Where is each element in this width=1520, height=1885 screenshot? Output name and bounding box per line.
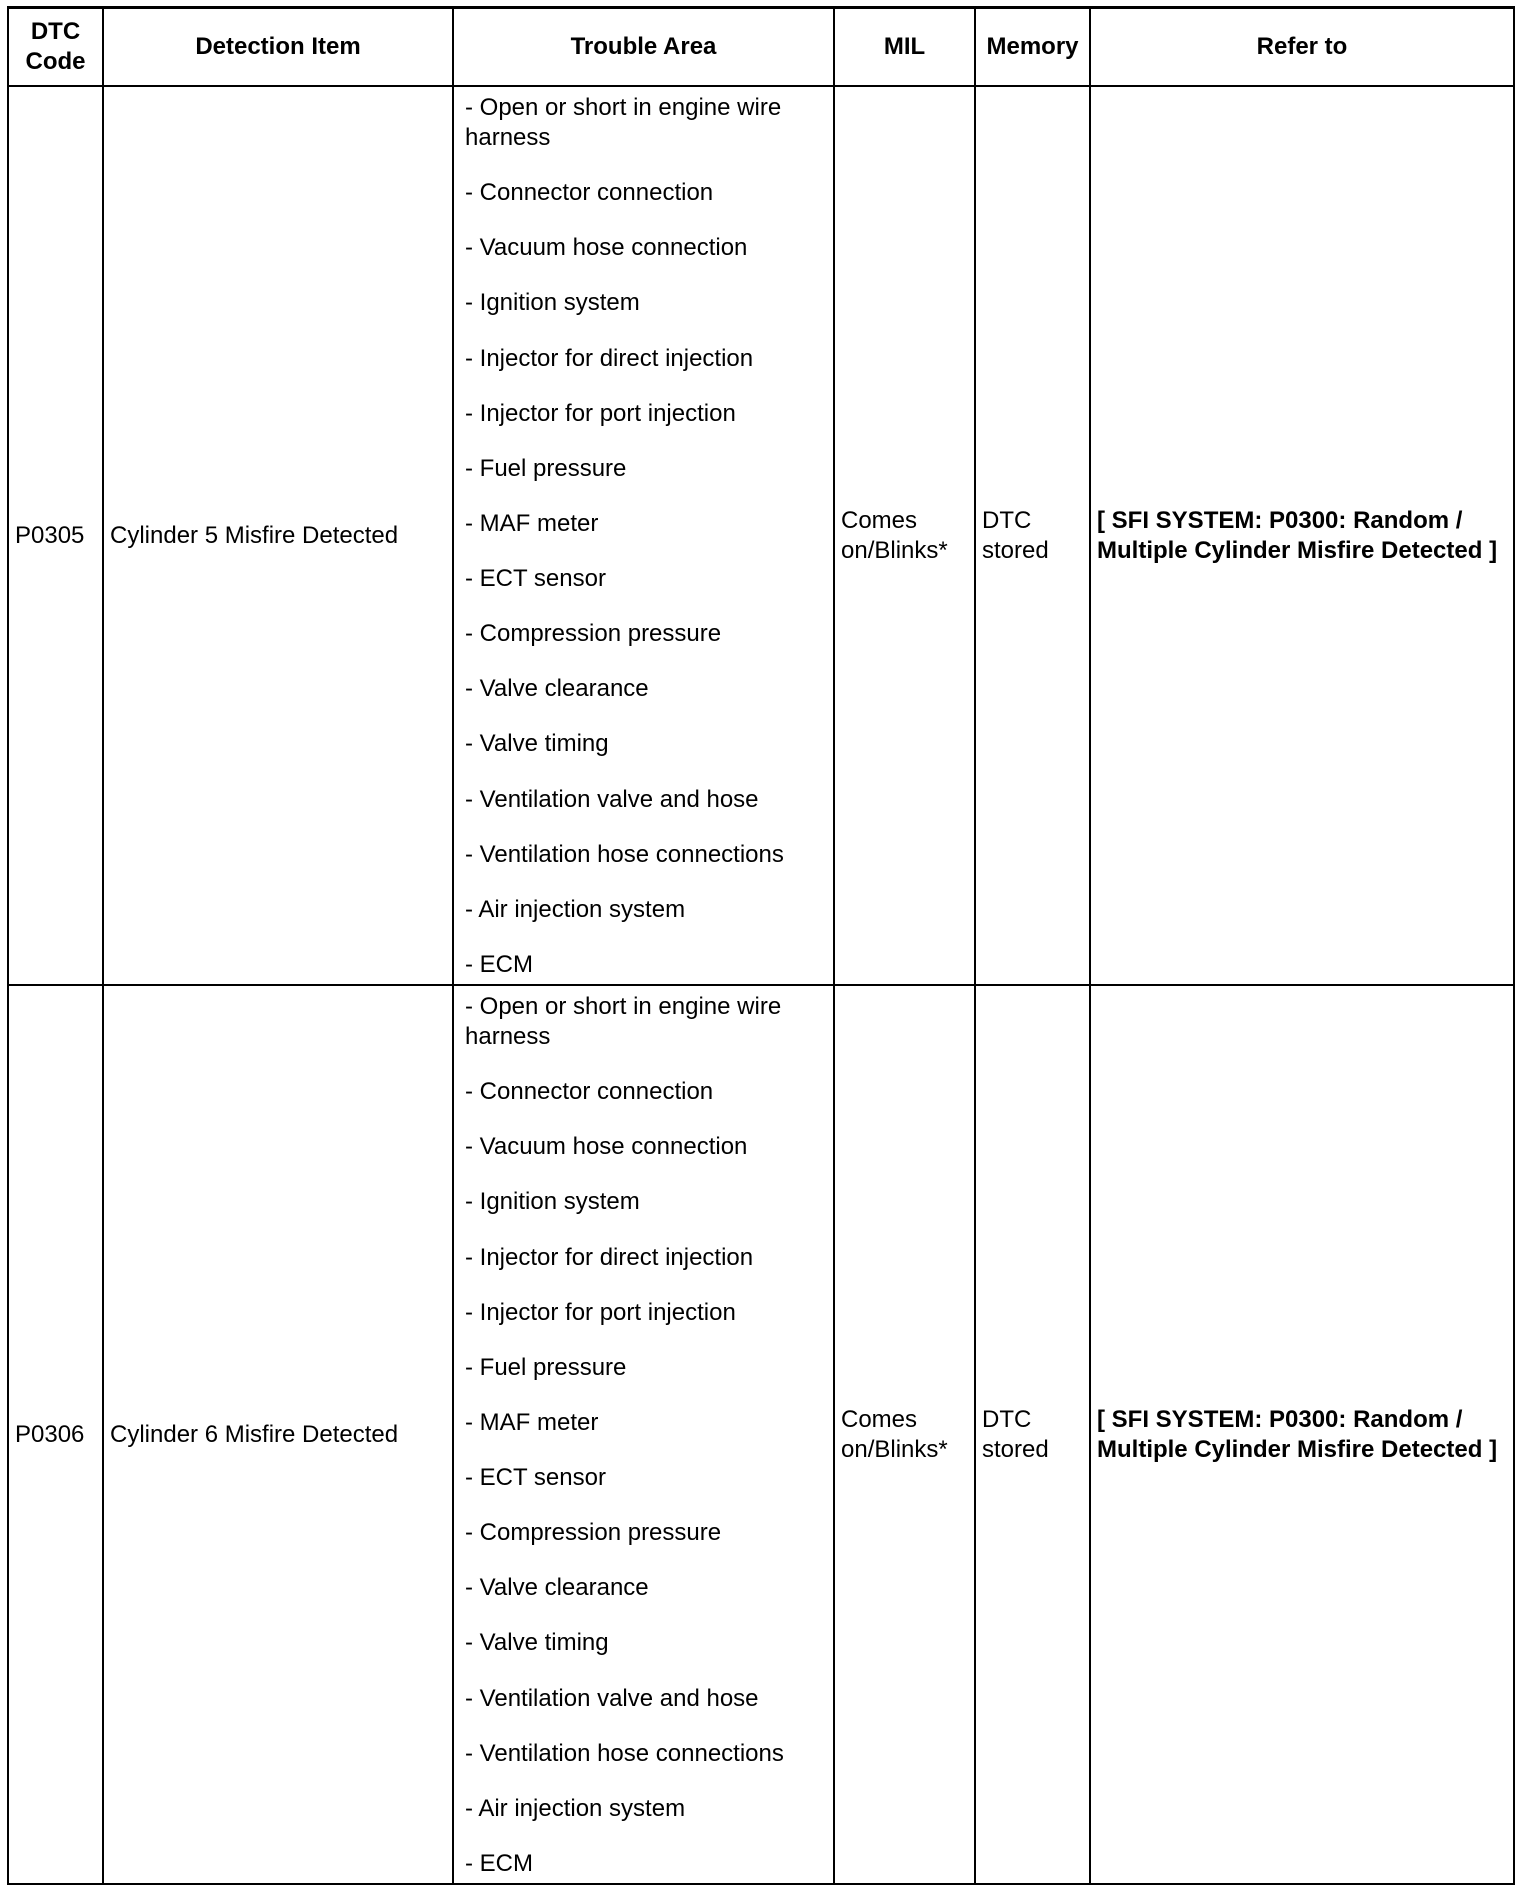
trouble-area-item: - ECT sensor bbox=[465, 1464, 606, 1491]
dtc-code-cell: P0306 bbox=[8, 985, 103, 1884]
header-detection-item: Detection Item bbox=[103, 8, 453, 87]
trouble-area-item: - Fuel pressure bbox=[465, 454, 627, 482]
trouble-area-item: - Air injection system bbox=[465, 895, 686, 923]
mil-cell: Comes on/Blinks* bbox=[834, 86, 975, 985]
trouble-area-item: - Ignition system bbox=[465, 1188, 640, 1216]
trouble-area-item: - Ventilation valve and hose bbox=[465, 785, 759, 813]
trouble-area-item: - ECM bbox=[465, 1849, 533, 1877]
trouble-area-item: - Injector for direct injection bbox=[465, 344, 754, 372]
table-header-row bbox=[8, 8, 1514, 87]
memory-cell: DTC stored bbox=[975, 985, 1090, 1884]
trouble-area-item: - Valve timing bbox=[465, 1629, 609, 1657]
trouble-area-item: - ECT sensor bbox=[465, 565, 606, 592]
detection-item-cell: Cylinder 6 Misfire Detected bbox=[103, 985, 453, 1884]
trouble-area-item: - Valve clearance bbox=[465, 675, 649, 703]
trouble-area-item: - Compression pressure bbox=[465, 1519, 722, 1547]
detection-item-cell: Cylinder 5 Misfire Detected bbox=[103, 86, 453, 985]
trouble-area-item: - Compression pressure bbox=[465, 620, 722, 648]
trouble-area-item: - MAF meter bbox=[465, 1408, 599, 1436]
trouble-area-item: - Valve timing bbox=[465, 730, 609, 758]
trouble-area-item: - MAF meter bbox=[465, 509, 599, 537]
trouble-area-item: - Fuel pressure bbox=[465, 1353, 627, 1381]
trouble-area-cell bbox=[453, 86, 834, 985]
dtc-code-cell: P0305 bbox=[8, 86, 103, 985]
trouble-area-item: - Valve clearance bbox=[465, 1574, 649, 1602]
trouble-area-item: - Injector for port injection bbox=[465, 1298, 736, 1326]
memory-cell: DTC stored bbox=[975, 86, 1090, 985]
header-mil: MIL bbox=[834, 8, 975, 87]
trouble-area-item: - ECM bbox=[465, 950, 533, 978]
table-row bbox=[8, 86, 1514, 985]
trouble-area-item: - Ignition system bbox=[465, 289, 640, 317]
trouble-area-item: - Vacuum hose connection bbox=[465, 234, 748, 262]
trouble-area-item: - Connector connection bbox=[465, 1078, 714, 1106]
trouble-area-item: - Ventilation hose connections bbox=[465, 840, 784, 868]
table-row bbox=[8, 985, 1514, 1884]
header-trouble-area: Trouble Area bbox=[453, 8, 834, 87]
trouble-area-cell bbox=[453, 985, 834, 1884]
trouble-area-item: - Open or short in engine wire harness bbox=[465, 94, 782, 151]
trouble-area-item: - Ventilation hose connections bbox=[465, 1739, 784, 1767]
trouble-area-item: - Connector connection bbox=[465, 179, 714, 207]
trouble-area-list bbox=[460, 87, 827, 984]
trouble-area-list bbox=[460, 986, 827, 1883]
mil-cell: Comes on/Blinks* bbox=[834, 985, 975, 1884]
trouble-area-item: - Ventilation valve and hose bbox=[465, 1684, 759, 1712]
header-dtc-code: DTC Code bbox=[8, 8, 103, 87]
dtc-table bbox=[7, 6, 1515, 1885]
trouble-area-item: - Air injection system bbox=[465, 1794, 686, 1822]
trouble-area-item: - Open or short in engine wire harness bbox=[465, 993, 782, 1050]
trouble-area-item: - Vacuum hose connection bbox=[465, 1133, 748, 1161]
trouble-area-item: - Injector for port injection bbox=[465, 399, 736, 427]
refer-to-link[interactable]: [ SFI SYSTEM: P0300: Random / Multiple Cylinder Misfire Detected ] bbox=[1090, 985, 1514, 1884]
trouble-area-item: - Injector for direct injection bbox=[465, 1243, 754, 1271]
refer-to-link[interactable]: [ SFI SYSTEM: P0300: Random / Multiple Cylinder Misfire Detected ] bbox=[1090, 86, 1514, 985]
header-refer-to: Refer to bbox=[1090, 8, 1514, 87]
header-memory: Memory bbox=[975, 8, 1090, 87]
